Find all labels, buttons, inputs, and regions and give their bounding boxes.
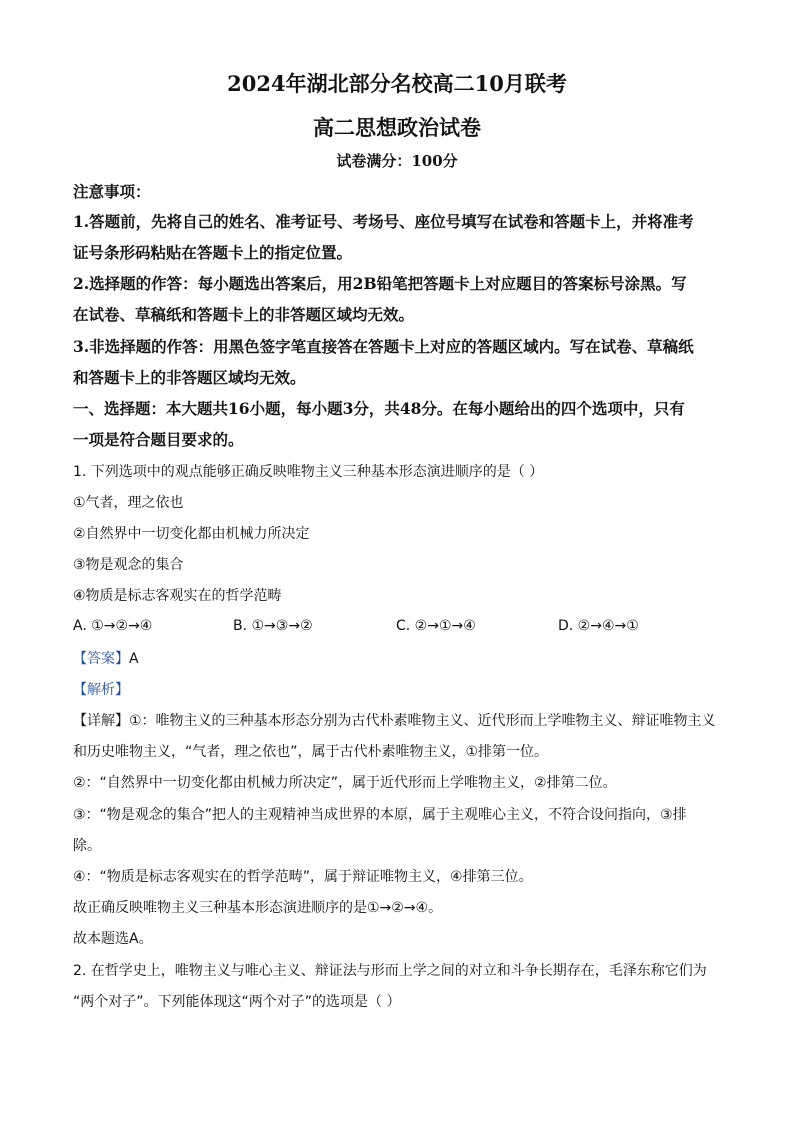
q1-detail-2: ②：“自然界中一切变化都由机械力所决定”，属于近代形而上学唯物主义，②排第二位。: [73, 775, 617, 791]
exam-score: 试卷满分：100分: [336, 152, 458, 170]
q1-answer-line: [73, 649, 723, 669]
q1-statement-3: ③物是观念的集合: [73, 557, 184, 573]
q2-stem-2: “两个对子”。下列能体现这“两个对子”的选项是（ ）: [73, 994, 401, 1010]
q1-statement-2: ②自然界中一切变化都由机械力所决定: [73, 526, 310, 542]
q1-analysis-line: [73, 680, 723, 700]
section-heading-2: 一项是符合题目要求的。: [73, 430, 244, 449]
q1-conclusion-2: 故本题选A。: [73, 931, 153, 947]
notice-line-1a: 1.答题前，先将自己的姓名、准考证号、考场号、座位号填写在试卷和答题卡上，并将准考: [73, 212, 694, 231]
notice-heading: 注意事项：: [73, 182, 151, 201]
section-heading-1: 一、选择题：本大题共16小题，每小题3分，共48分。在每小题给出的四个选项中，只有: [73, 399, 685, 418]
answer-tag: 【答案】: [73, 651, 129, 667]
q1-statement-1: ①气者，理之依也: [73, 495, 184, 511]
q1-statement-4: ④物质是标志客观实在的哲学范畴: [73, 588, 282, 604]
q1-answer: A: [129, 651, 139, 667]
q1-detail-4: ④：“物质是标志客观实在的哲学范畴”，属于辩证唯物主义，④排第三位。: [73, 869, 533, 885]
q1-detail-text-1a: ①：唯物主义的三种基本形态分别为古代朴素唯物主义、近代形而上学唯物主义、辩证唯物主义: [129, 713, 716, 729]
exam-subtitle: 高二思想政治试卷: [313, 115, 481, 140]
q1-option-d: D. ②→④→①: [558, 618, 639, 634]
q1-detail-1b: 和历史唯物主义，“气者，理之依也”，属于古代朴素唯物主义，①排第一位。: [73, 744, 549, 760]
q1-detail-3b: 除。: [73, 838, 101, 854]
q1-detail-1a: [73, 711, 723, 731]
notice-line-3b: 和答题卡上的非答题区域均无效。: [73, 368, 306, 387]
q1-stem: 1. 下列选项中的观点能够正确反映唯物主义三种基本形态演进顺序的是（ ）: [73, 464, 544, 480]
q1-option-c: C. ②→①→④: [396, 618, 476, 634]
notice-line-2a: 2.选择题的作答：每小题选出答案后，用2B铅笔把答题卡上对应题目的答案标号涂黑。写: [73, 274, 687, 293]
notice-line-2b: 在试卷、草稿纸和答题卡上的非答题区域均无效。: [73, 305, 415, 324]
analysis-tag: 【解析】: [73, 682, 129, 698]
exam-title: 2024年湖北部分名校高二10月联考: [227, 71, 567, 96]
q1-detail-3a: ③：“物是观念的集合”把人的主观精神当成世界的本原，属于主观唯心主义，不符合设问指向，③排: [73, 807, 687, 823]
notice-line-3a: 3.非选择题的作答：用黑色签字笔直接答在答题卡上对应的答题区域内。写在试卷、草稿纸: [73, 337, 694, 356]
q1-option-b: B. ①→③→②: [233, 618, 313, 634]
q1-conclusion-1: 故正确反映唯物主义三种基本形态演进顺序的是①→②→④。: [73, 900, 443, 916]
detail-tag: 【详解】: [73, 713, 129, 729]
notice-line-1b: 证号条形码粘贴在答题卡上的指定位置。: [73, 243, 353, 262]
q2-stem-1: 2. 在哲学史上，唯物主义与唯心主义、辩证法与形而上学之间的对立和斗争长期存在，毛泽东称它们为: [73, 963, 707, 979]
q1-option-a: A. ①→②→④: [73, 618, 153, 634]
